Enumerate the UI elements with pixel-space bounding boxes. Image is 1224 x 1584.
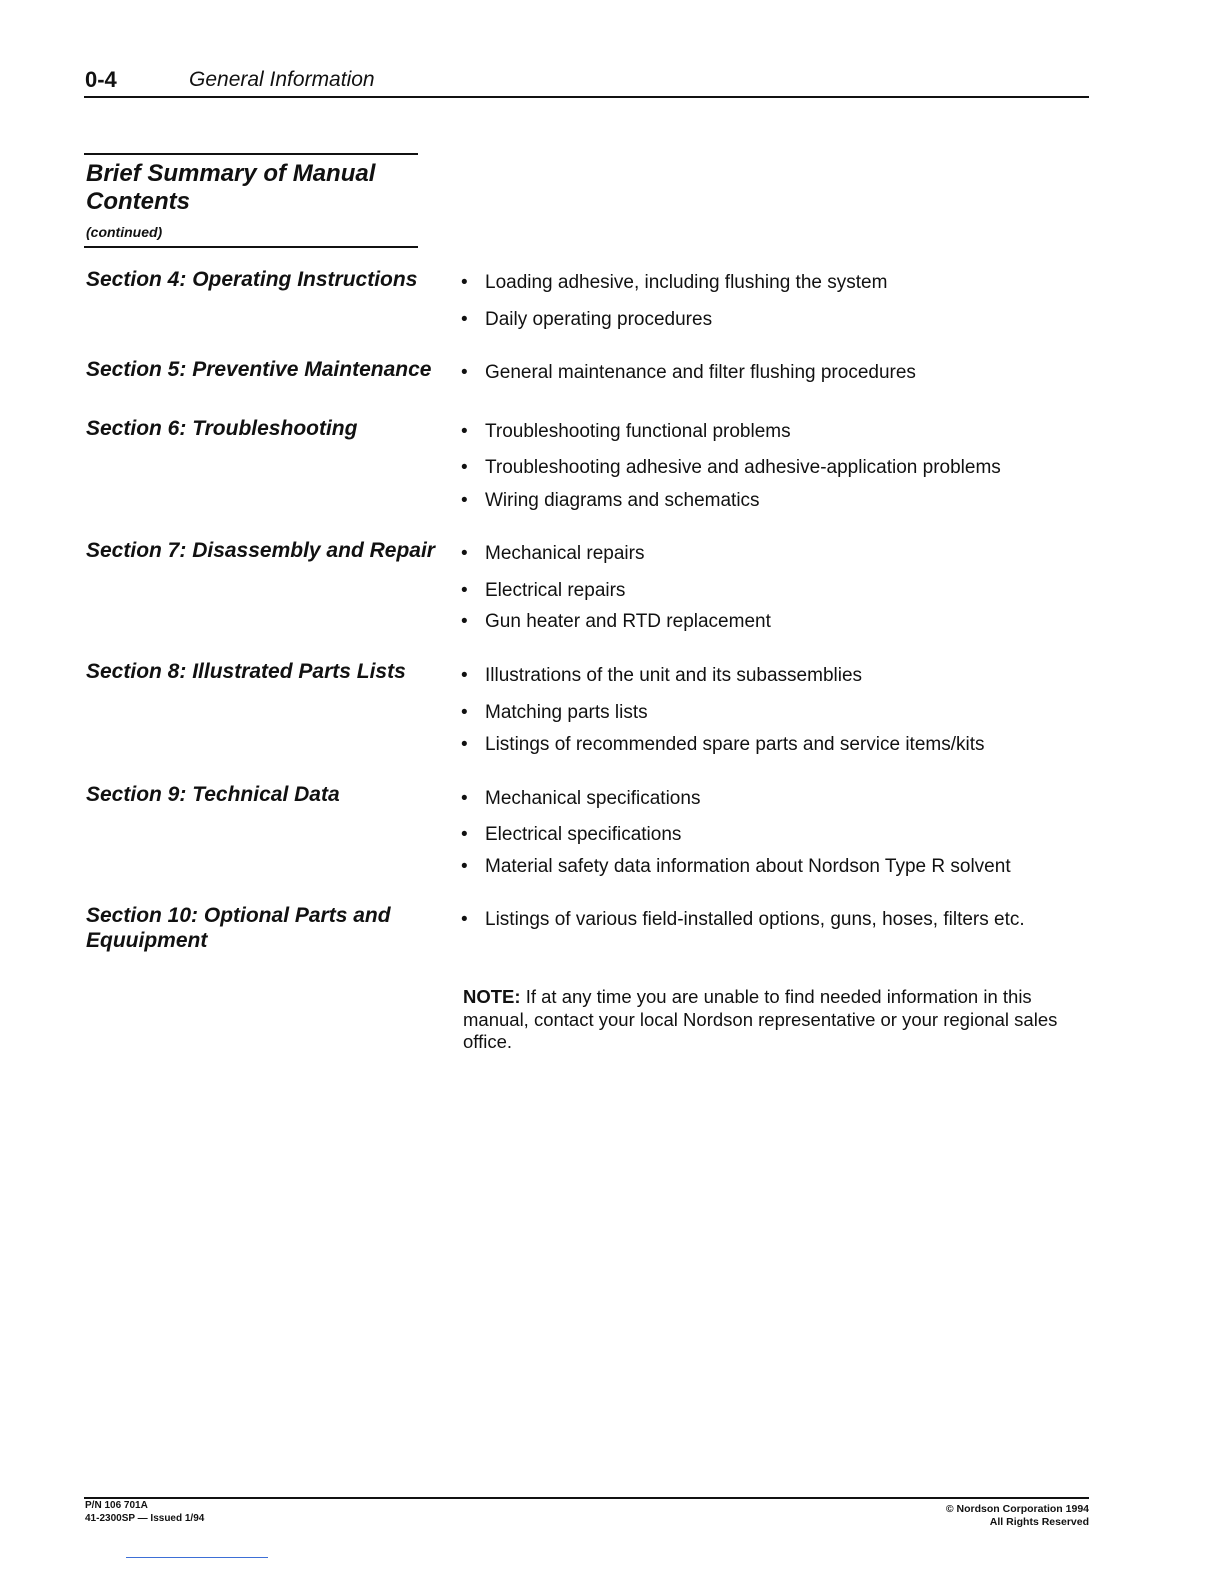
list-item-text: Listings of recommended spare parts and service items/kits [485, 734, 985, 755]
list-item [461, 701, 1101, 725]
list-item-text: Illustrations of the unit and its subassemblies [485, 665, 863, 686]
list-item-text: Electrical repairs [485, 580, 626, 601]
bullet-icon: • [461, 702, 468, 723]
list-item [461, 420, 1101, 444]
list-item-text: Troubleshooting functional problems [485, 421, 791, 442]
list-item-text: Mechanical repairs [485, 543, 645, 564]
section-8-title: Section 8: Illustrated Parts Lists [86, 660, 406, 683]
bullet-icon: • [461, 580, 468, 601]
list-item-text: Listings of various field-installed options, guns, hoses, filters etc. [485, 909, 1025, 930]
bullet-icon: • [461, 909, 468, 930]
section-7-title: Section 7: Disassembly and Repair [86, 539, 435, 562]
list-item [461, 664, 1101, 688]
list-item-text: Daily operating procedures [485, 309, 713, 330]
list-item-text: Troubleshooting adhesive and adhesive-application problems [485, 457, 1001, 478]
list-item [461, 579, 1101, 603]
bullet-icon: • [461, 362, 468, 383]
list-item [461, 489, 1101, 513]
list-item-text: Loading adhesive, including flushing the system [485, 272, 888, 293]
bullet-icon: • [461, 543, 468, 564]
bullet-icon: • [461, 665, 468, 686]
chapter-title: General Information [189, 68, 375, 91]
list-item [461, 610, 1101, 634]
list-item [461, 733, 1101, 757]
list-item [461, 456, 1101, 480]
bullet-icon: • [461, 490, 468, 511]
bullet-icon: • [461, 734, 468, 755]
bullet-icon: • [461, 309, 468, 330]
header-divider [84, 96, 1089, 98]
note-paragraph [463, 986, 1078, 1054]
bullet-icon: • [461, 611, 468, 632]
list-item-text: Electrical specifications [485, 824, 682, 845]
list-item [461, 908, 1101, 932]
list-item-text: Material safety data information about Nordson Type R solvent [485, 856, 1011, 877]
note-text: If at any time you are unable to find needed information in this manual, contact your local Nordson representative or your regional sales office. [463, 986, 1058, 1052]
summary-heading: Brief Summary of Manual Contents [86, 160, 376, 215]
list-item [461, 855, 1101, 879]
section-5-title: Section 5: Preventive Maintenance [86, 358, 432, 381]
summary-continued-label: (continued) [86, 224, 163, 240]
bullet-icon: • [461, 788, 468, 809]
list-item-text: Mechanical specifications [485, 788, 701, 809]
list-item [461, 361, 1101, 385]
list-item-text: Matching parts lists [485, 702, 648, 723]
list-item-text: Wiring diagrams and schematics [485, 490, 760, 511]
copyright: © Nordson Corporation 1994 [945, 1503, 1089, 1515]
list-item-text: Gun heater and RTD replacement [485, 611, 771, 632]
bullet-icon: • [461, 421, 468, 442]
rights-reserved: All Rights Reserved [989, 1516, 1089, 1528]
note-label: NOTE: [463, 986, 521, 1007]
part-number: P/N 106 701A [85, 1500, 148, 1511]
list-item [461, 308, 1101, 332]
bullet-icon: • [461, 856, 468, 877]
list-item [461, 787, 1101, 811]
scan-artifact-line [126, 1557, 268, 1558]
list-item [461, 542, 1101, 566]
summary-top-divider [84, 153, 418, 155]
section-6-title: Section 6: Troubleshooting [86, 417, 358, 440]
footer-copyright-info [946, 1503, 1089, 1529]
section-10-title: Section 10: Optional Parts and Equuipment [86, 904, 391, 952]
bullet-icon: • [461, 824, 468, 845]
footer-document-info [85, 1499, 204, 1525]
list-item [461, 823, 1101, 847]
page-number: 0-4 [85, 67, 117, 92]
summary-bottom-divider [84, 246, 418, 248]
list-item-text: General maintenance and filter flushing procedures [485, 362, 916, 383]
issue-info: 41-2300SP — Issued 1/94 [85, 1513, 205, 1524]
section-9-title: Section 9: Technical Data [86, 783, 340, 806]
bullet-icon: • [461, 457, 468, 478]
footer-divider [84, 1497, 1089, 1499]
section-4-title: Section 4: Operating Instructions [86, 268, 418, 291]
list-item [461, 271, 1101, 295]
bullet-icon: • [461, 272, 468, 293]
